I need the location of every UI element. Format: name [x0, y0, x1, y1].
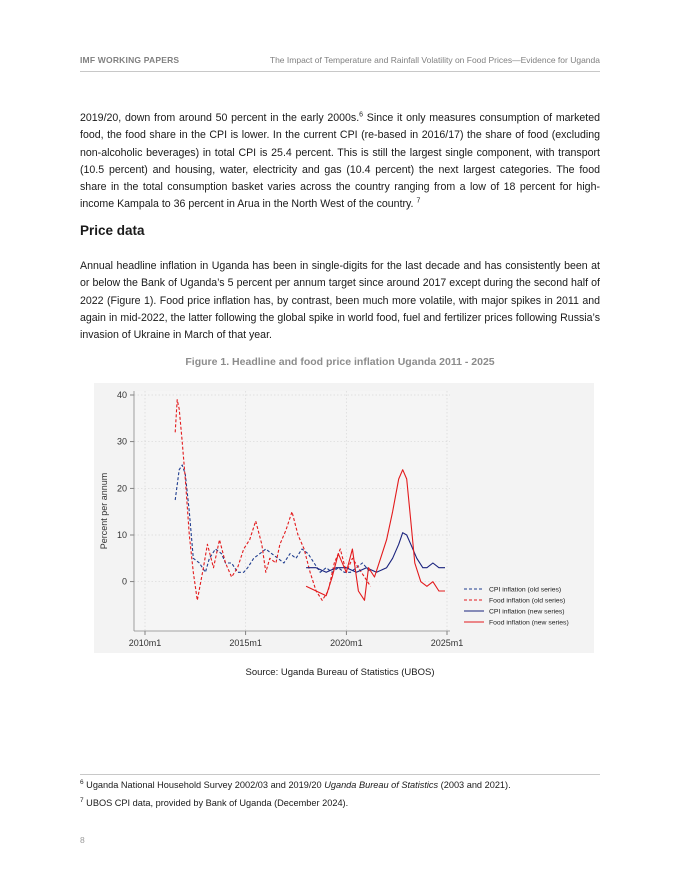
footnote-6	[80, 779, 600, 790]
footnote-ref-6[interactable]: 6	[359, 111, 364, 119]
y-tick-label: 20	[116, 483, 127, 494]
inflation-chart	[94, 383, 594, 653]
running-header-title: The Impact of Temperature and Rainfall Volatility on Food Prices—Evidence for Uganda	[269, 55, 600, 65]
running-header-left: IMF WORKING PAPERS	[80, 55, 180, 65]
footnote-text: (2003 and 2021).	[438, 780, 511, 791]
header-divider	[80, 71, 600, 72]
paragraph-text: Since it only measures consumption of marketed food, the food share in the CPI is lower. In the current CPI (re-based in 2016/17) the share of food (excluding non-alcoholic beverages) in total CPI is 25.4 percent. This is still the largest single component, with transport (10.5 percent) and housing, water, electricity and gas (10.4 percent) the next largest categories. The food share in the total consumption basket varies across the country ranging from a low of 18 percent for high-income Kampala to 36 percent in Arua in the North West of the country.	[80, 112, 600, 211]
footnote-text: Uganda National Household Survey 2002/03 and 2019/20	[83, 780, 325, 791]
x-tick-label: 2015m1	[229, 638, 262, 648]
y-tick-label: 0	[121, 576, 127, 587]
x-tick-label: 2010m1	[128, 638, 162, 648]
page-number: 8	[80, 835, 85, 845]
paragraph-price-data: Annual headline inflation in Uganda has been in single-digits for the last decade and has consistently been at or below the Bank of Uganda’s 5 percent per annum target since around 2017 except during the second half of 2022 (Figure 1). Food price inflation has, by contrast, been much more volatile, with major spikes in 2011 and again in mid-2022, the latter following the global spike in world food, fuel and fertilizer prices following Russia’s invasion of Ukraine in March of that year.	[80, 260, 600, 342]
y-tick-label: 30	[116, 436, 127, 447]
paragraph-text: 2019/20, down from around 50 percent in the early 2000s.	[80, 112, 360, 124]
footnote-number: 6	[80, 779, 84, 786]
footnote-italic: Uganda Bureau of Statistics	[324, 780, 439, 791]
y-axis-label: Percent per annum	[99, 472, 109, 550]
legend-label-2: Food inflation (old series)	[489, 597, 566, 605]
figure-source: Source: Uganda Bureau of Statistics (UBOS)	[245, 667, 435, 678]
y-tick-label: 40	[116, 390, 127, 400]
legend-label-3: CPI inflation (new series)	[489, 608, 565, 616]
legend-label-4: Food inflation (new series)	[489, 619, 569, 627]
footnote-number: 7	[80, 797, 84, 804]
paragraph-food-share	[80, 110, 600, 214]
footnote-7	[80, 797, 600, 808]
legend-label-1: CPI inflation (old series)	[489, 586, 562, 594]
footnote-text: UBOS CPI data, provided by Bank of Uganda (December 2024).	[83, 798, 349, 809]
x-tick-label: 2020m1	[330, 638, 363, 648]
figure-title: Figure 1. Headline and food price inflation Uganda 2011 - 2025	[185, 356, 495, 368]
footnote-divider	[80, 774, 600, 775]
x-tick-label: 2025m1	[430, 638, 464, 648]
y-tick-label: 10	[116, 530, 127, 540]
section-heading: Price data	[80, 223, 145, 238]
footnote-ref-7[interactable]: 7	[416, 197, 421, 205]
